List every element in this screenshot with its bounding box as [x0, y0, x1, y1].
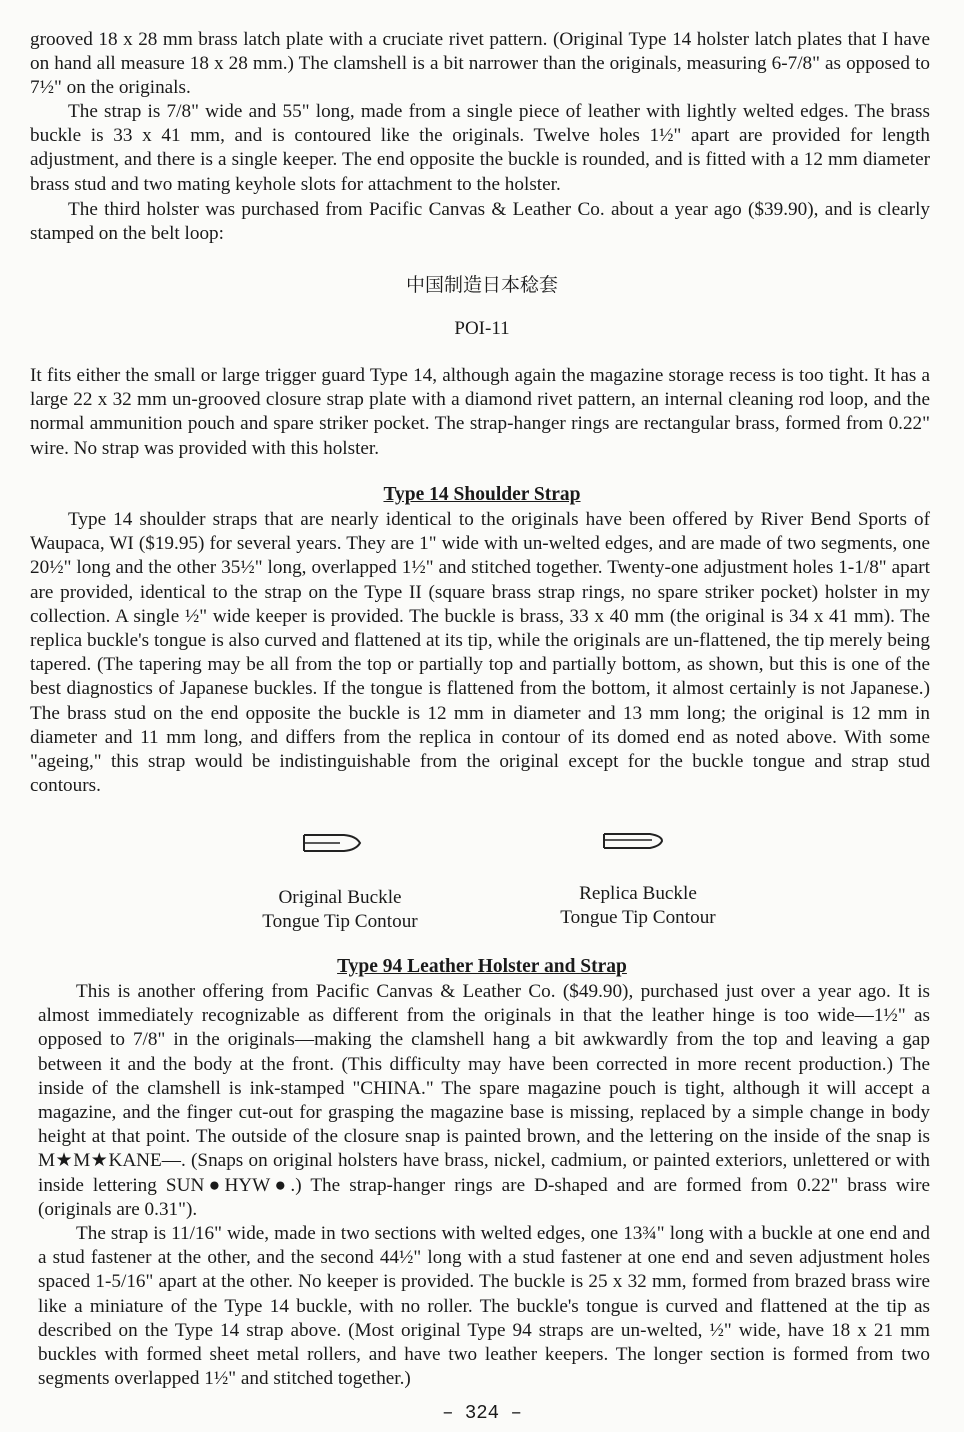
caption-original-line2: Tongue Tip Contour: [262, 911, 418, 932]
original-tongue-tip-icon: [300, 830, 370, 856]
paragraph-type94-holster: This is another offering from Pacific Canvas & Leather Co. ($49.90), purchased just over a year ago. It is almost immediately recognizable as different from the originals in that the leather hinge is too wide—1½" as opposed to 7/8" in the originals—making the clamshell hang a bit awkwardly from the top and leaving a gap between it and the body at the front. (This difficulty may have been corrected in more recent production.) The inside of the clamshell is ink-stamped "CHINA." The spare magazine pouch is tight, although it will accept a magazine, and the finger cut-out for grasping the magazine base is missing, replaced by a simple change in body height at that point. The outside of the closure snap is painted brown, and the lettering on the inside of the snap is M★M★KANE—. (Snaps on original holsters have brass, nickel, cadmium, or painted exteriors, unlettered or with inside lettering SUN●HYW●.) The strap-hanger rings are D-shaped and are formed from 0.22" brass wire (originals are 0.31").: [38, 981, 930, 1220]
caption-original-buckle: [230, 886, 450, 934]
paragraph-type94-strap: The strap is 11/16" wide, made in two sections with welted edges, one 13¾" long with a buckle at one end and a stud fastener at the other, and the second 44½" long with a stud fastener at one end and seven adjustment holes spaced 1-5/16" apart at the other. No keeper is provided. The buckle is 25 x 32 mm, formed from brazed brass wire like a miniature of the Type 14 buckle, with no roller. The buckle's tongue is curved and flattened at the tip as described on the Type 14 strap above. (Most original Type 94 straps are un-welted, ½" wide, have 18 x 21 mm buckles with formed sheet metal rollers, and have two leather keepers. The longer section is formed from two segments overlapped 1½" and stitched together.): [38, 1223, 930, 1390]
heading-type14-shoulder-strap: Type 14 Shoulder Strap: [383, 484, 581, 505]
paragraph-third-holster: The third holster was purchased from Pacific Canvas & Leather Co. about a year ago ($39.90), and is clearly stamped on the belt loop:: [30, 199, 930, 245]
stamp-model-code: POI-11: [454, 318, 510, 339]
caption-original-line1: Original Buckle: [278, 887, 402, 908]
caption-replica-line1: Replica Buckle: [579, 883, 697, 904]
page-number: – 324 –: [442, 1402, 522, 1424]
paragraph-latch-plate: grooved 18 x 28 mm brass latch plate with a cruciate rivet pattern. (Original Type 14 holster latch plates that I have on hand all measure 18 x 28 mm.) The clamshell is a bit narrower than the originals, measuring 6-7/8" as opposed to 7½" on the originals.: [30, 29, 930, 99]
stamp-chinese-text: 中国制造日本稔套: [405, 275, 558, 296]
paragraph-trigger-guard: It fits either the small or large trigger guard Type 14, although again the magazine storage recess is too tight. It has a large 22 x 32 mm un-grooved closure strap plate with a diamond rivet pattern, an internal cleaning rod loop, and the normal ammunition pouch and spare striker pocket. The strap-hanger rings are rectangular brass, formed from 0.22" wire. No strap was provided with this holster.: [30, 365, 930, 459]
heading-type94-holster: Type 94 Leather Holster and Strap: [337, 956, 627, 977]
replica-tongue-tip-icon: [600, 828, 670, 854]
paragraph-shoulder-straps: Type 14 shoulder straps that are nearly identical to the originals have been offered by River Bend Sports of Waupaca, WI ($19.95) for several years. They are 1" wide with un-welted edges, and are made of two segments, one 20½" long and the other 35½" long, overlapped 1½" and stitched together. Twenty-one adjustment holes 1-1/8" apart are provided, identical to the strap on the Type II (square brass strap rings, no spare striker pocket) holster in my collection. A single ½" wide keeper is provided. The buckle is brass, 33 x 40 mm (the original is 34 x 41 mm). The replica buckle's tongue is also curved and flattened at its tip, while the originals are un-flattened, the tip merely being tapered. (The tapering may be all from the top or partially top and partially bottom, as shown, but this is one of the best diagnostics of Japanese buckles. If the tongue is flattened from the bottom, it almost certainly is not Japanese.) The brass stud on the end opposite the buckle is 12 mm in diameter and 13 mm long; the original is 12 mm in diameter and 11 mm long, and differs from the replica in contour of its domed end as noted above. With some "ageing," this strap would be indistinguishable from the original except for the buckle tongue and strap stud contours.: [30, 509, 930, 797]
caption-replica-buckle: [528, 882, 748, 930]
paragraph-strap: The strap is 7/8" wide and 55" long, made from a single piece of leather with lightly welted edges. The brass buckle is 33 x 41 mm, and is contoured like the originals. Twelve holes 1½" apart are provided for length adjustment, and there is a single keeper. The end opposite the buckle is rounded, and is fitted with a 12 mm diameter brass stud and two mating keyhole slots for attachment to the holster.: [30, 101, 930, 195]
caption-replica-line2: Tongue Tip Contour: [560, 907, 716, 928]
